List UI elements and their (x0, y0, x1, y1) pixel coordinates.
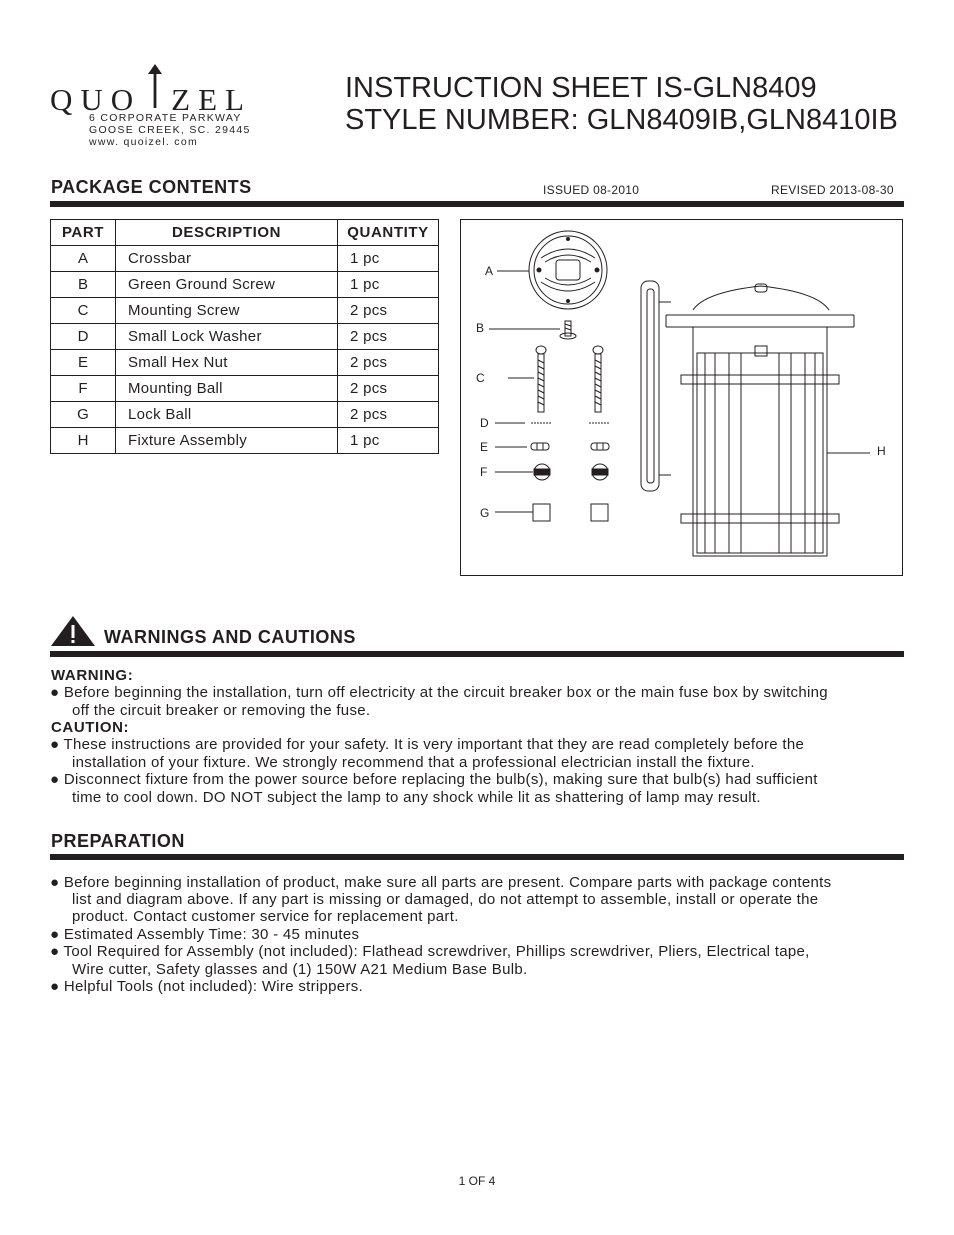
prep-item-4: ● Helpful Tools (not included): Wire strippers. (50, 978, 364, 995)
crossbar-drawing (529, 231, 607, 309)
logo-text-left: QUO (50, 82, 142, 117)
section-divider (50, 201, 904, 207)
mounting-balls-drawing (534, 464, 608, 480)
warning-text-cont: off the circuit breaker or removing the fuse. (72, 702, 371, 719)
column-header-quantity: QUANTITY (338, 220, 439, 246)
caution-text-1-cont: installation of your fixture. We strongly recommend that a professional electrician install the fixture. (72, 754, 755, 771)
description-cell: Green Ground Screw (116, 272, 338, 298)
lock-balls-drawing (533, 504, 608, 521)
description-cell: Lock Ball (116, 402, 338, 428)
quantity-cell: 1 pc (338, 428, 439, 454)
description-cell: Small Hex Nut (116, 350, 338, 376)
quantity-cell: 2 pcs (338, 376, 439, 402)
part-cell: E (51, 350, 116, 376)
table-row (51, 246, 439, 272)
warning-triangle-icon (50, 615, 96, 647)
ground-screw-drawing (560, 321, 576, 339)
logo-text-right: ZEL (171, 82, 252, 117)
quantity-cell: 2 pcs (338, 298, 439, 324)
prep-item-1-cont2: product. Contact customer service for replacement part. (72, 908, 459, 925)
column-header-description: DESCRIPTION (116, 220, 338, 246)
part-cell: C (51, 298, 116, 324)
prep-item-3-cont: Wire cutter, Safety glasses and (1) 150W A21 Medium Base Bulb. (72, 961, 528, 978)
address-line-2: GOOSE CREEK, SC. 29445 (89, 124, 251, 136)
quantity-cell: 2 pcs (338, 350, 439, 376)
diagram-label-g: G (480, 506, 490, 520)
diagram-label-h: H (877, 444, 886, 458)
quantity-cell: 2 pcs (338, 324, 439, 350)
section-divider (50, 651, 904, 657)
revised-date: REVISED 2013-08-30 (771, 183, 894, 197)
part-cell: F (51, 376, 116, 402)
table-row (51, 324, 439, 350)
parts-diagram-drawing (461, 220, 902, 575)
package-contents-heading: PACKAGE CONTENTS (51, 177, 252, 197)
quantity-cell: 1 pc (338, 272, 439, 298)
diagram-label-b: B (476, 321, 485, 335)
prep-item-1-cont: list and diagram above. If any part is missing or damaged, do not attempt to assemble, install or operate the (72, 891, 819, 908)
lamp-logo-icon (140, 64, 170, 110)
diagram-label-d: D (480, 416, 489, 430)
warnings-heading: WARNINGS AND CAUTIONS (104, 627, 356, 647)
prep-item-2: ● Estimated Assembly Time: 30 - 45 minutes (50, 926, 360, 943)
part-cell: G (51, 402, 116, 428)
prep-item-1: ● Before beginning installation of product, make sure all parts are present. Compare parts with package contents (50, 874, 832, 891)
caution-label: CAUTION: (51, 719, 130, 736)
address-line-1: 6 CORPORATE PARKWAY (89, 112, 242, 124)
description-cell: Small Lock Washer (116, 324, 338, 350)
description-cell: Fixture Assembly (116, 428, 338, 454)
table-row (51, 376, 439, 402)
description-cell: Mounting Ball (116, 376, 338, 402)
caution-text-2-cont: time to cool down. DO NOT subject the lamp to any shock while lit as shattering of lamp may result. (72, 789, 761, 806)
table-row (51, 402, 439, 428)
mounting-screws-drawing (536, 346, 603, 412)
description-cell: Crossbar (116, 246, 338, 272)
quantity-cell: 1 pc (338, 246, 439, 272)
fixture-assembly-drawing (641, 281, 854, 556)
parts-diagram (460, 219, 903, 576)
page-number: 1 OF 4 (458, 1174, 496, 1188)
instruction-sheet-title: INSTRUCTION SHEET IS-GLN8409 (345, 72, 817, 104)
part-cell: B (51, 272, 116, 298)
table-row (51, 428, 439, 454)
caution-text-2: ● Disconnect fixture from the power source before replacing the bulb(s), making sure that bulb(s) had sufficient (50, 771, 818, 788)
preparation-heading: PREPARATION (51, 831, 185, 851)
caution-text-1: ● These instructions are provided for your safety. It is very important that they are read completely before the (50, 736, 805, 753)
description-cell: Mounting Screw (116, 298, 338, 324)
website: www. quoizel. com (89, 136, 199, 148)
prep-item-3: ● Tool Required for Assembly (not included): Flathead screwdriver, Phillips screwdriver, Pliers, Electrical tape, (50, 943, 810, 960)
section-divider (50, 854, 904, 860)
part-cell: H (51, 428, 116, 454)
package-contents-table (50, 219, 439, 454)
part-cell: A (51, 246, 116, 272)
diagram-label-e: E (480, 440, 489, 454)
hex-nuts-drawing (531, 443, 609, 450)
quantity-cell: 2 pcs (338, 402, 439, 428)
table-header-row (51, 220, 439, 246)
style-number-title: STYLE NUMBER: GLN8409IB,GLN8410IB (345, 104, 898, 136)
column-header-part: PART (51, 220, 116, 246)
diagram-label-c: C (476, 371, 485, 385)
part-cell: D (51, 324, 116, 350)
warning-label: WARNING: (51, 667, 134, 684)
diagram-label-f: F (480, 465, 488, 479)
table-row (51, 298, 439, 324)
table-row (51, 272, 439, 298)
issued-date: ISSUED 08-2010 (543, 183, 640, 197)
diagram-label-a: A (485, 264, 494, 278)
table-row (51, 350, 439, 376)
warning-text: ● Before beginning the installation, turn off electricity at the circuit breaker box or the main fuse box by switching (50, 684, 828, 701)
